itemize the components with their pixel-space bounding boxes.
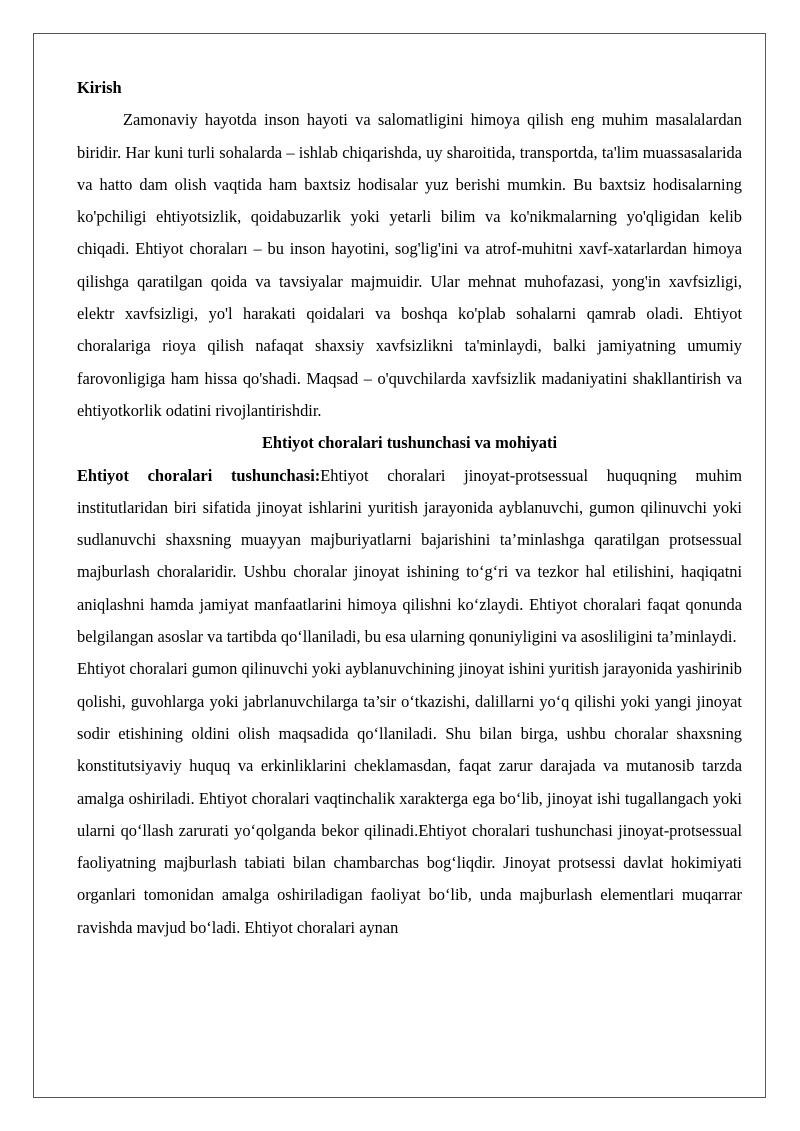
document-body: [77, 72, 742, 944]
section-paragraph-1: [77, 460, 742, 654]
intro-heading: Kirish: [77, 78, 122, 97]
section-lead-term: Ehtiyot choralari tushunchasi:: [77, 465, 321, 485]
section-heading: Ehtiyot choralari tushunchasi va mohiyati: [261, 433, 558, 453]
section-paragraph-2: Ehtiyot choralari gumon qilinuvchi yoki ayblanuvchining jinoyat ishini yuritish jarayonida yashirinib qolishi, guvohlarga yoki jabrlanuvchilarga ta’sir o‘tkazishi, dalillarni yo‘q qilishi yoki yangi jinoyat sodir etishining oldini olish maqsadida qo‘llaniladi. Shu bilan birga, ushbu choralar shaxsning konstitutsiyaviy huquq va erkinliklarini cheklamasdan, faqat zarur darajada va mutanosib tarzda amalga oshiriladi. Ehtiyot choralari vaqtinchalik xarakterga ega bo‘lib, jinoyat ishi tugallangach yoki ularni qo‘llash zarurati yo‘qolganda bekor qilinadi.Ehtiyot choralari tushunchasi jinoyat-protsessual faoliyatning majburlash tabiati bilan chambarchas bog‘liqdir. Jinoyat protsessi davlat hokimiyati organlari tomonidan amalga oshiriladigan faoliyat bo‘lib, unda majburlash elementlari muqarrar ravishda mavjud bo‘ladi. Ehtiyot choralari aynan: [77, 659, 742, 937]
section-lead-text: Ehtiyot choralari jinoyat-protsessual huquqning muhim institutlaridan biri sifatida jinoyat ishlarini yuritish jarayonida ayblanuvchi, gumon qilinuvchi yoki sudlanuvchi shaxsning muayyan majburiyatlarni bajarishini ta’minlashga qaratilgan protsessual majburlash choralaridir. Ushbu choralar jinoyat ishining to‘g‘ri va tezkor hal etilishini, haqiqatni aniqlashni hamda jamiyat manfaatlarini himoya qilishni ko‘zlaydi. Ehtiyot choralari faqat qonunda belgilangan asoslar va tartibda qo‘llaniladi, bu esa ularning qonuniyligini va asosliligini ta’minlaydi.: [77, 465, 742, 647]
intro-paragraph: Zamonaviy hayotda inson hayoti va salomatligini himoya qilish eng muhim masalalardan biridir. Har kuni turli sohalarda – ishlab chiqarishda, uy sharoitida, transportda, ta'lim muassasalarida va hatto dam olish vaqtida ham baxtsiz hodisalar yuz berishi mumkin. Bu baxtsiz hodisalarning ko'pchiligi ehtiyotsizlik, qoidabuzarlik yoki yetarli bilim va ko'nikmalarning yo'qligidan kelib chiqadi. Ehtiyot choraları – bu inson hayotini, sog'lig'ini va atrof-muhitni xavf-xatarlardan himoya qilishga qaratilgan qoida va tavsiyalar majmuidir. Ular mehnat muhofazasi, yong'in xavfsizligi, elektr xavfsizligi, yo'l harakati qoidalari va boshqa ko'plab sohalarni qamrab oladi. Ehtiyot choralariga rioya qilish nafaqat shaxsiy xavfsizlikni ta'minlaydi, balki jamiyatning umumiy farovonligiga ham hissa qo'shadi. Maqsad – o'quvchilarda xavfsizlik madaniyatini shakllantirish va ehtiyotkorlik odatini rivojlantirishdir.: [77, 110, 742, 420]
